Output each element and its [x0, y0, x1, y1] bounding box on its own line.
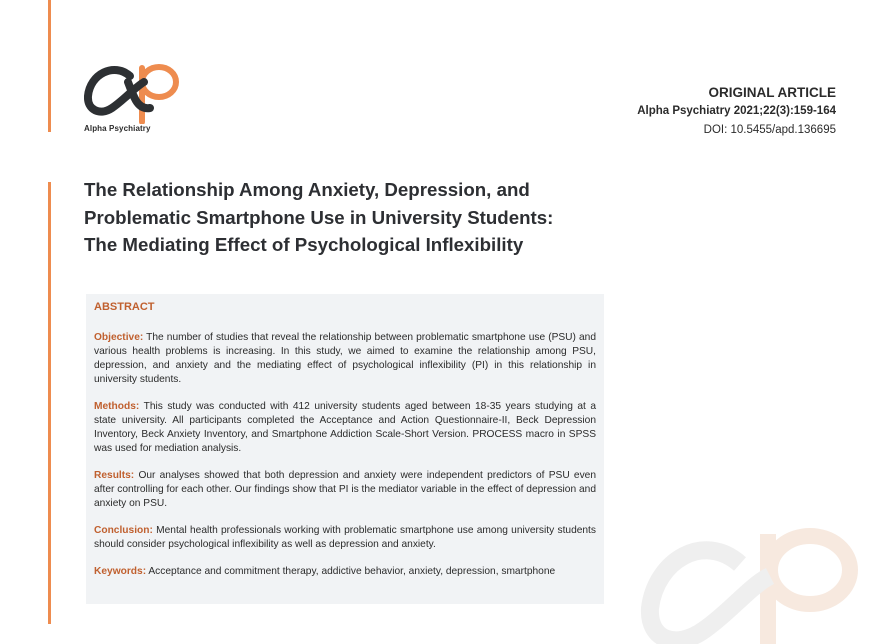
objective-text: The number of studies that reveal the relationship between problematic smartphone use (PSU) and various health problems is increasing. In this study, we aimed to examine the relationship among PSU, depression, and anxiety and the mediating effect of psychological inflexibility (PI) in this relationship in university students. — [94, 332, 596, 385]
accent-bar-side — [48, 182, 51, 624]
objective-label: Objective: — [94, 332, 144, 343]
keywords-label: Keywords: — [94, 566, 147, 577]
abstract-results — [94, 469, 596, 511]
article-type: ORIGINAL ARTICLE — [708, 85, 836, 100]
results-text: Our analyses showed that both depression and anxiety were independent predictors of PSU even after controlling for each other. Our findings show that PI is the mediator variable in the effect of depression and anxiety on PSU. — [94, 470, 596, 509]
title-line: The Relationship Among Anxiety, Depression, and — [84, 179, 530, 200]
abstract-keywords — [94, 565, 596, 579]
conclusion-text: Mental health professionals working with problematic smartphone use among university students should consider psychological inflexibility as well as depression and anxiety. — [94, 525, 596, 550]
logo-caption: Alpha Psychiatry — [84, 124, 151, 133]
accent-bar-top — [48, 0, 51, 132]
abstract-conclusion — [94, 524, 596, 552]
keywords-text: Acceptance and commitment therapy, addictive behavior, anxiety, depression, smartphone — [148, 566, 556, 577]
alpha-psi-logo-icon — [84, 58, 184, 124]
citation: Alpha Psychiatry 2021;22(3):159-164 — [637, 105, 836, 117]
results-label: Results: — [94, 470, 135, 481]
journal-logo — [84, 58, 184, 138]
watermark-logo-icon — [640, 524, 860, 644]
abstract-box — [86, 294, 604, 604]
abstract-heading: ABSTRACT — [94, 301, 155, 313]
abstract-objective — [94, 331, 596, 387]
methods-label: Methods: — [94, 401, 140, 412]
article-header — [637, 84, 836, 140]
conclusion-label: Conclusion: — [94, 525, 153, 536]
abstract-methods — [94, 400, 596, 456]
doi-link[interactable]: DOI: 10.5455/apd.136695 — [703, 124, 836, 136]
title-line: Problematic Smartphone Use in University Students: — [84, 206, 554, 228]
title-line: The Mediating Effect of Psychological Inflexibility — [84, 234, 524, 255]
methods-text: This study was conducted with 412 university students aged between 18-35 years studying at a state university. All participants completed the Acceptance and Action Questionnaire-II, Beck Depression Inventory, Beck Anxiety Inventory, and Smartphone Addiction Scale-Short Version. PROCESS macro in SPSS was used for mediation analysis. — [94, 401, 596, 454]
article-title — [84, 176, 644, 259]
